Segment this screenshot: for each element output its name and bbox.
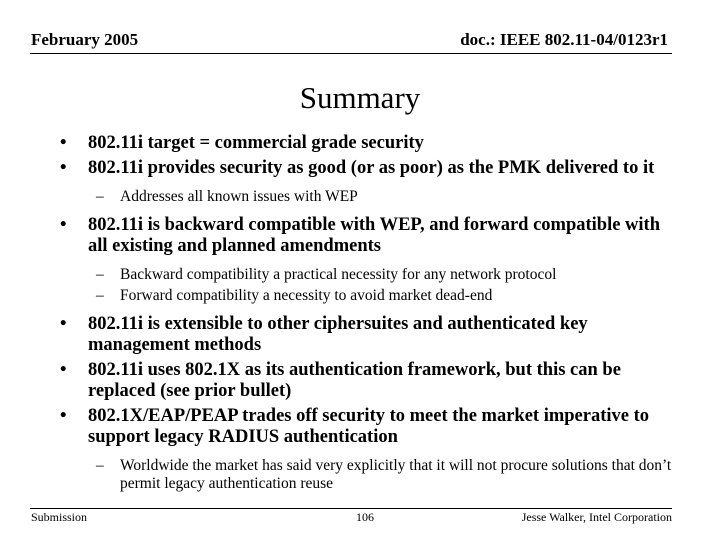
bullet-text: 802.11i target = commercial grade security bbox=[88, 133, 424, 153]
sub-bullet-text: Backward compatibility a practical necessity for any network protocol bbox=[120, 266, 557, 283]
sub-bullet-marker: – bbox=[96, 266, 104, 283]
sub-bullet-item bbox=[60, 266, 680, 284]
bullet-text: 802.11i is backward compatible with WEP, and forward compatible with all existing and planned amendments bbox=[88, 215, 661, 256]
bullet-marker: • bbox=[60, 360, 67, 380]
bullet-item bbox=[60, 360, 680, 402]
sub-bullet-text: Worldwide the market has said very explicitly that it will not procure solutions that don’t permit legacy authentication reuse bbox=[120, 457, 672, 492]
sub-bullet-text: Forward compatibility a necessity to avoid market dead-end bbox=[120, 287, 493, 304]
footer-author: Jesse Walker, Intel Corporation bbox=[521, 510, 672, 524]
header-date: February 2005 bbox=[31, 30, 139, 49]
sub-bullet-item bbox=[60, 287, 680, 305]
bullet-item bbox=[60, 215, 680, 257]
bullet-text: 802.11i uses 802.1X as its authentication framework, but this can be replaced (see prior bullet) bbox=[88, 360, 621, 401]
bullet-marker: • bbox=[60, 215, 67, 235]
sub-bullet-item bbox=[60, 457, 680, 493]
bullet-text: 802.1X/EAP/PEAP trades off security to meet the market imperative to support legacy RADIUS authentication bbox=[88, 406, 650, 447]
bullet-text: 802.11i is extensible to other ciphersuites and authenticated key management methods bbox=[88, 314, 588, 355]
footer-page-number: 106 bbox=[356, 510, 374, 524]
bullet-text: 802.11i provides security as good (or as poor) as the PMK delivered to it bbox=[88, 158, 655, 178]
header-rule bbox=[30, 53, 672, 54]
sub-bullet-item bbox=[60, 188, 680, 206]
bullet-item bbox=[60, 158, 680, 179]
bullet-item bbox=[60, 406, 680, 448]
header-doc-number: doc.: IEEE 802.11-04/0123r1 bbox=[460, 30, 668, 49]
bullet-marker: • bbox=[60, 133, 67, 153]
bullet-marker: • bbox=[60, 314, 67, 334]
bullet-item bbox=[60, 314, 680, 356]
bullet-item bbox=[60, 133, 680, 154]
sub-bullet-marker: – bbox=[96, 287, 104, 304]
footer-rule bbox=[30, 508, 672, 509]
slide-title: Summary bbox=[299, 80, 421, 115]
bullet-marker: • bbox=[60, 158, 67, 178]
bullet-marker: • bbox=[60, 406, 67, 426]
sub-bullet-marker: – bbox=[96, 457, 104, 474]
sub-bullet-marker: – bbox=[96, 188, 104, 205]
footer-submission: Submission bbox=[31, 510, 88, 524]
sub-bullet-text: Addresses all known issues with WEP bbox=[120, 188, 358, 205]
bullet-list bbox=[60, 133, 680, 496]
